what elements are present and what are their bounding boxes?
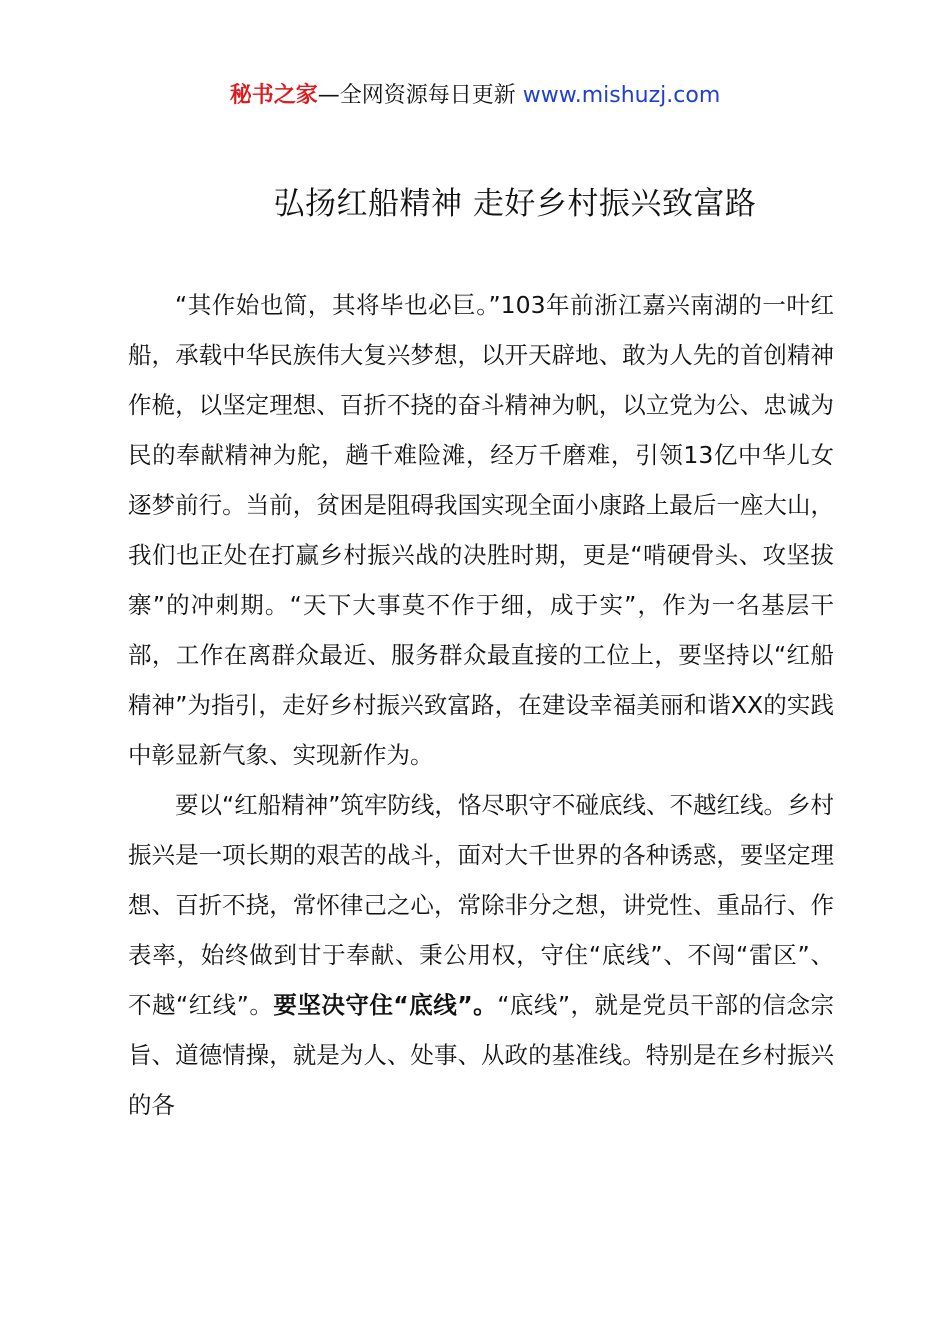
site-url-link[interactable]: www.mishuzj.com	[522, 83, 721, 108]
site-header	[0, 80, 950, 112]
document-body	[128, 280, 834, 1130]
paragraph-2-text-after: “底线”，就是党员干部的信念宗旨、道德情操，就是为人、处事、从政的基准线。特别是在乡村振兴的各	[128, 991, 834, 1119]
paragraph-2	[128, 780, 834, 1130]
paragraph-2-bold-heading: 要坚决守住“底线”。	[273, 991, 498, 1019]
paragraph-1: “其作始也简，其将毕也必巨。”103年前浙江嘉兴南湖的一叶红船，承载中华民族伟大复兴梦想，以开天辟地、敢为人先的首创精神作桅，以坚定理想、百折不挠的奋斗精神为帆，以立党为公、忠诚为民的奉献精神为舵，趟千难险滩，经万千磨难，引领13亿中华儿女逐梦前行。当前，贫困是阻碍我国实现全面小康路上最后一座大山，我们也正处在打赢乡村振兴战的决胜时期，更是“啃硬骨头、攻坚拔寨”的冲刺期。“天下大事莫不作于细，成于实”，作为一名基层干部，工作在离群众最近、服务群众最直接的工位上，要坚持以“红船精神”为指引，走好乡村振兴致富路，在建设幸福美丽和谐XX的实践中彰显新气象、实现新作为。	[128, 291, 834, 769]
site-brand: 秘书之家	[229, 83, 318, 108]
paragraph-2-text-before: 要以“红船精神”筑牢防线，恪尽职守不碰底线、不越红线。乡村振兴是一项长期的艰苦的战斗，面对大千世界的各种诱惑，要坚定理想、百折不挠，常怀律己之心，常除非分之想，讲党性、重品行、作表率，始终做到甘于奉献、秉公用权，守住“底线”、不闯“雷区”、不越“红线”。	[128, 791, 834, 1019]
document-title: 弘扬红船精神 走好乡村振兴致富路	[273, 186, 757, 222]
site-tagline: —全网资源每日更新	[317, 83, 523, 108]
